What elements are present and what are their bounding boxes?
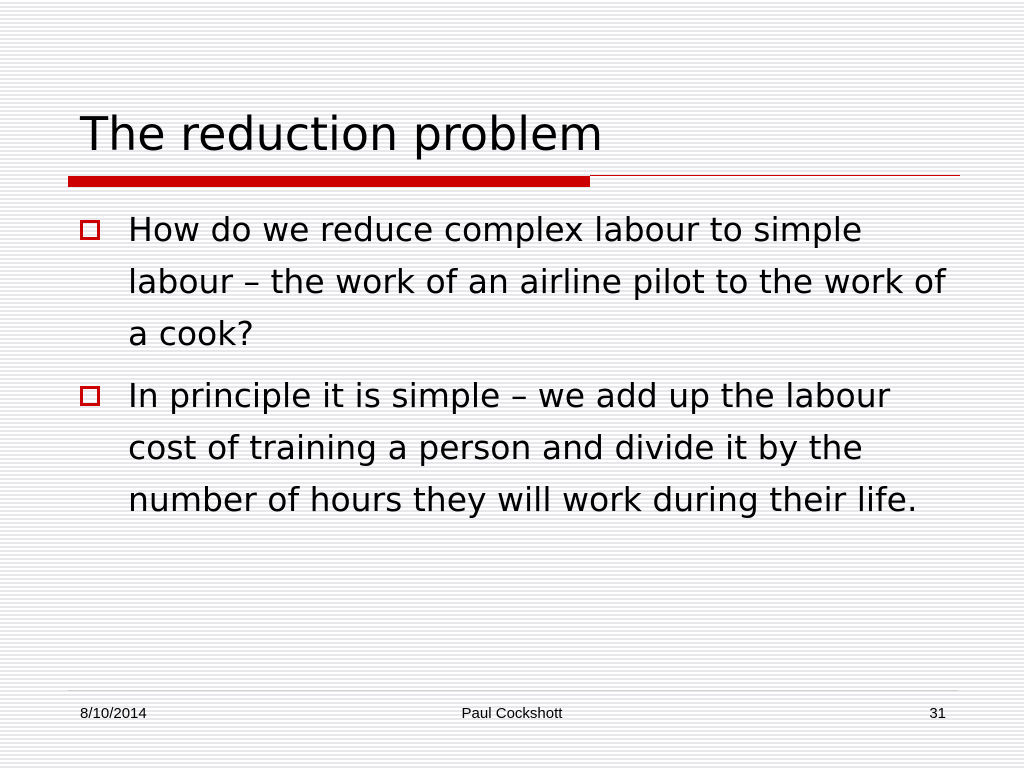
title-underline-line: [590, 175, 960, 176]
footer-date: 8/10/2014: [80, 705, 147, 722]
title-underline-bar: [68, 176, 590, 187]
footer-author: Paul Cockshott: [461, 705, 563, 722]
bullet-item: [80, 204, 960, 360]
hollow-square-bullet-icon: [80, 220, 100, 240]
slide-title: The reduction problem: [80, 107, 604, 161]
bullet-text: In principle it is simple – we add up the labour cost of training a person and divide it by the number of hours they will work during their life.: [128, 376, 918, 519]
bullet-list: [80, 204, 960, 536]
bullet-item: [80, 370, 960, 526]
bullet-text: How do we reduce complex labour to simple labour – the work of an airline pilot to the work of a cook?: [128, 210, 946, 353]
footer-divider: [68, 690, 958, 691]
slide-number: 31: [929, 705, 946, 722]
hollow-square-bullet-icon: [80, 386, 100, 406]
